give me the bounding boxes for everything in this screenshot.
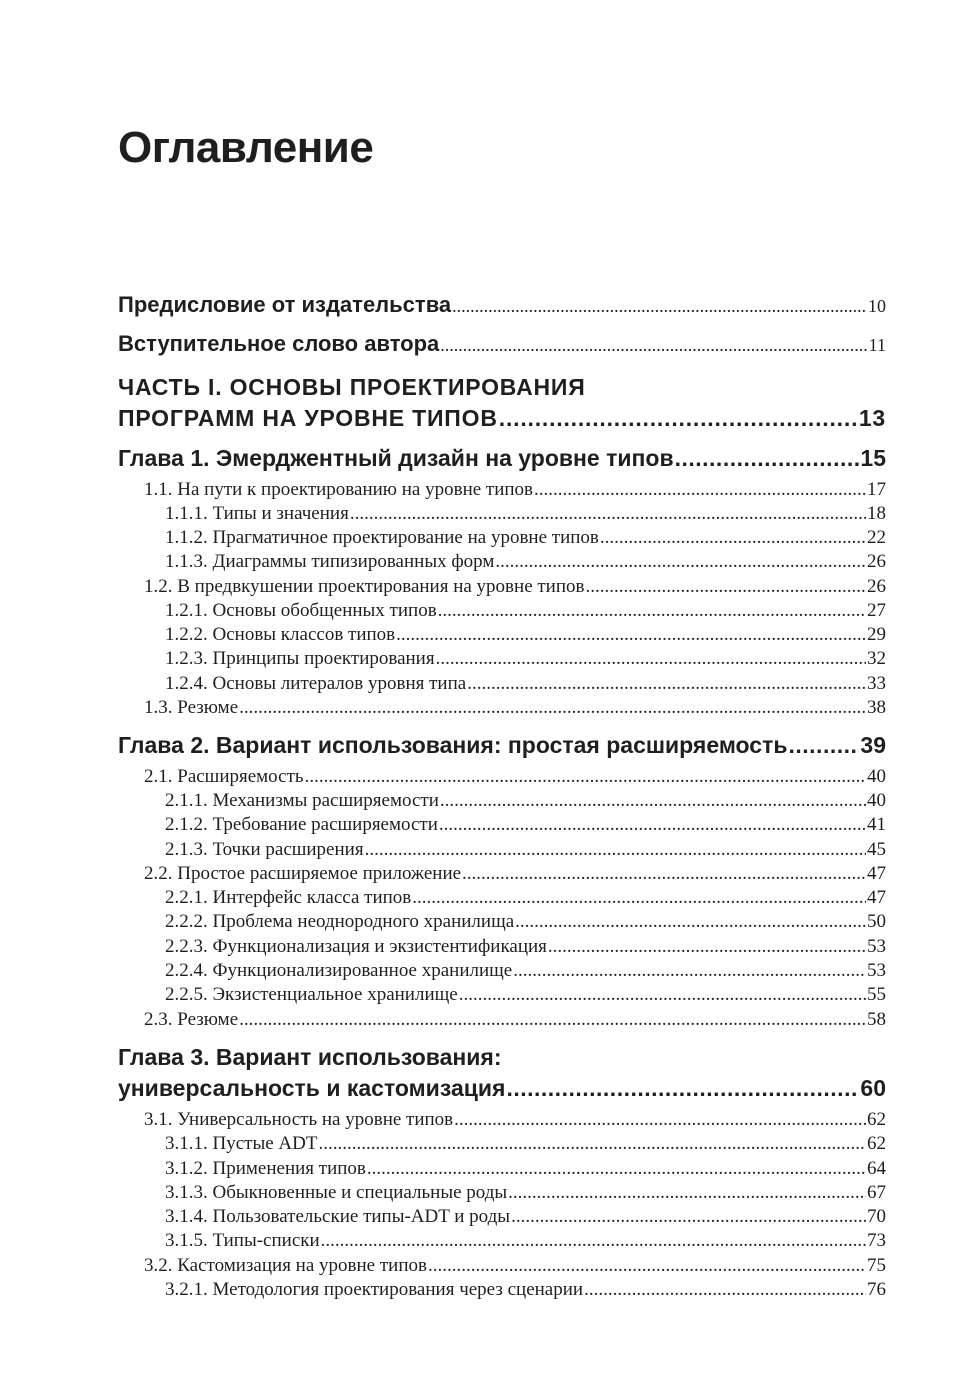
toc-entry-title: 1.1.3. Диаграммы типизированных форм bbox=[165, 551, 495, 572]
leader-dots bbox=[412, 886, 866, 910]
toc-entry-title: 2.2.4. Функционализированное хранилище bbox=[165, 960, 513, 981]
chapter-title-line1: Глава 3. Вариант использования: bbox=[118, 1044, 502, 1070]
toc-entry-title: 1.2.3. Принципы проектирования bbox=[165, 648, 435, 669]
toc-page-number: 13 bbox=[858, 405, 886, 431]
toc-entry bbox=[144, 1008, 886, 1032]
leader-dots bbox=[321, 1229, 866, 1253]
toc-entry bbox=[165, 1157, 886, 1181]
toc-entry bbox=[144, 575, 886, 599]
toc-page-number: 53 bbox=[867, 936, 886, 957]
leader-dots bbox=[454, 1108, 866, 1132]
toc-page-number: 38 bbox=[867, 697, 886, 718]
toc-page-number: 73 bbox=[867, 1230, 886, 1251]
toc-page-number: 39 bbox=[860, 732, 886, 758]
toc-entry-title: 2.2. Простое расширяемое приложение bbox=[144, 863, 462, 884]
leader-dots bbox=[367, 1157, 866, 1181]
toc-entry-title: 2.1.1. Механизмы расширяемости bbox=[165, 790, 439, 811]
leader-dots bbox=[600, 526, 866, 550]
toc-page-number: 62 bbox=[867, 1109, 886, 1130]
toc-entry bbox=[165, 672, 886, 696]
toc-entry-title: Вступительное слово автора bbox=[118, 331, 440, 356]
leader-dots bbox=[513, 959, 866, 983]
toc-page-number: 26 bbox=[867, 551, 886, 572]
toc-entry bbox=[165, 1278, 886, 1302]
leader-dots bbox=[396, 623, 866, 647]
toc-entry bbox=[144, 862, 886, 886]
toc-entry bbox=[165, 526, 886, 550]
toc-entry-title: Предисловие от издательства bbox=[118, 292, 452, 317]
toc-entry-title: 1.3. Резюме bbox=[144, 697, 239, 718]
toc-page-number: 27 bbox=[867, 600, 886, 621]
leader-dots bbox=[318, 1132, 866, 1156]
toc-entry-title: 1.1.1. Типы и значения bbox=[165, 503, 349, 524]
leader-dots bbox=[495, 550, 866, 574]
leader-dots bbox=[675, 442, 860, 474]
toc-entry bbox=[165, 647, 886, 671]
toc-page-number: 70 bbox=[867, 1206, 886, 1227]
leader-dots bbox=[305, 765, 866, 789]
toc-entry-title: 2.2.2. Проблема неоднородного хранилища bbox=[165, 911, 515, 932]
toc-entry-foreword bbox=[118, 329, 886, 360]
toc-page-number: 22 bbox=[867, 527, 886, 548]
part-title-line1: ЧАСТЬ I. ОСНОВЫ ПРОЕКТИРОВАНИЯ bbox=[118, 374, 586, 400]
leader-dots bbox=[428, 1254, 866, 1278]
toc-entry-title: 3.1.4. Пользовательские типы-ADT и роды bbox=[165, 1206, 511, 1227]
toc-page-number: 76 bbox=[867, 1279, 886, 1300]
leader-dots bbox=[584, 1278, 866, 1302]
toc-entry bbox=[165, 550, 886, 574]
leader-dots bbox=[436, 647, 866, 671]
leader-dots bbox=[365, 838, 866, 862]
toc-page-number: 11 bbox=[868, 335, 886, 355]
toc-entry bbox=[165, 959, 886, 983]
toc-entry bbox=[165, 983, 886, 1007]
toc-entry bbox=[165, 935, 886, 959]
toc-entry-title: 2.2.1. Интерфейс класса типов bbox=[165, 887, 412, 908]
leader-dots bbox=[586, 575, 867, 599]
toc-entry bbox=[165, 1181, 886, 1205]
toc-page-number: 15 bbox=[860, 445, 886, 471]
leader-dots bbox=[239, 696, 866, 720]
toc-page-number: 53 bbox=[867, 960, 886, 981]
toc-entry bbox=[165, 1205, 886, 1229]
toc-entry bbox=[144, 765, 886, 789]
toc-entry bbox=[165, 1132, 886, 1156]
toc-page-number: 26 bbox=[867, 576, 886, 597]
toc-entry-title: 3.1. Универсальность на уровне типов bbox=[144, 1109, 454, 1130]
toc-entry-title: 2.1.3. Точки расширения bbox=[165, 839, 364, 860]
toc-page-number: 10 bbox=[868, 296, 886, 316]
toc-entry-title: 1.1. На пути к проектированию на уровне типов bbox=[144, 479, 534, 500]
toc-page-number: 29 bbox=[867, 624, 886, 645]
chapter-title: Глава 2. Вариант использования: простая расширяемость bbox=[118, 732, 788, 758]
leader-dots bbox=[459, 983, 866, 1007]
toc-entry-title: 1.2.1. Основы обобщенных типов bbox=[165, 600, 437, 621]
toc-page-number: 55 bbox=[867, 984, 886, 1005]
toc-entry-preface bbox=[118, 290, 886, 321]
toc-page-number: 47 bbox=[867, 887, 886, 908]
toc-entry bbox=[144, 1108, 886, 1132]
toc-entry bbox=[165, 599, 886, 623]
toc-entry-title: 2.2.5. Экзистенциальное хранилище bbox=[165, 984, 458, 1005]
toc-page-number: 58 bbox=[867, 1009, 886, 1030]
toc-entry bbox=[165, 886, 886, 910]
toc-entry bbox=[165, 623, 886, 647]
leader-dots bbox=[467, 672, 866, 696]
leader-dots bbox=[438, 599, 866, 623]
toc-entry-chapter3 bbox=[118, 1072, 886, 1104]
toc-entry-title: 1.2. В предвкушении проектирования на уровне типов bbox=[144, 576, 585, 597]
toc-page-number: 32 bbox=[867, 648, 886, 669]
toc-page-number: 40 bbox=[867, 766, 886, 787]
toc-page-number: 64 bbox=[867, 1158, 886, 1179]
toc-page-number: 60 bbox=[860, 1075, 886, 1101]
leader-dots bbox=[239, 1008, 866, 1032]
toc-entry bbox=[165, 813, 886, 837]
toc-entry-title: 3.1.1. Пустые ADT bbox=[165, 1133, 318, 1154]
toc-page-number: 41 bbox=[867, 814, 886, 835]
leader-dots bbox=[534, 478, 866, 502]
toc-entry-chapter2 bbox=[118, 729, 886, 761]
toc-entry-part1 bbox=[118, 402, 886, 434]
toc-entry-title: 3.1.3. Обыкновенные и специальные роды bbox=[165, 1182, 508, 1203]
toc-entry bbox=[165, 1229, 886, 1253]
leader-dots bbox=[452, 291, 867, 321]
toc-entry-title: 3.1.2. Применения типов bbox=[165, 1158, 366, 1179]
toc-entry-title: 2.1.2. Требование расширяемости bbox=[165, 814, 438, 835]
part-title-line2: ПРОГРАММ НА УРОВНЕ ТИПОВ bbox=[118, 405, 498, 431]
leader-dots bbox=[440, 330, 867, 360]
chapter-title: Глава 1. Эмерджентный дизайн на уровне типов bbox=[118, 445, 674, 471]
leader-dots bbox=[350, 502, 866, 526]
toc-entry-chapter1 bbox=[118, 442, 886, 474]
toc-entry bbox=[144, 1254, 886, 1278]
toc-entry bbox=[144, 478, 886, 502]
toc-entry-title: 2.2.3. Функционализация и экзистентификация bbox=[165, 936, 547, 957]
leader-dots bbox=[511, 1205, 866, 1229]
leader-dots bbox=[506, 1072, 859, 1104]
leader-dots bbox=[499, 402, 858, 434]
page-title: Оглавление bbox=[118, 123, 374, 172]
toc-entry-title: 1.2.2. Основы классов типов bbox=[165, 624, 396, 645]
toc-entry-title: 2.3. Резюме bbox=[144, 1009, 239, 1030]
toc-page-number: 40 bbox=[867, 790, 886, 811]
leader-dots bbox=[508, 1181, 866, 1205]
chapter-title-line2: универсальность и кастомизация bbox=[118, 1075, 506, 1101]
toc-entry-title: 3.2. Кастомизация на уровне типов bbox=[144, 1255, 427, 1276]
toc-entry bbox=[165, 789, 886, 813]
toc-page-number: 45 bbox=[867, 839, 886, 860]
toc-page-number: 17 bbox=[867, 479, 886, 500]
toc-entry-title: 3.2.1. Методология проектирования через сценарии bbox=[165, 1279, 584, 1300]
toc-page-number: 33 bbox=[867, 673, 886, 694]
toc-page-number: 18 bbox=[867, 503, 886, 524]
toc-entry-title: 2.1. Расширяемость bbox=[144, 766, 304, 787]
toc-entry-title: 1.2.4. Основы литералов уровня типа bbox=[165, 673, 467, 694]
leader-dots bbox=[515, 910, 866, 934]
toc-entry bbox=[144, 696, 886, 720]
toc-entry bbox=[165, 910, 886, 934]
toc-entry-title: 3.1.5. Типы-списки bbox=[165, 1230, 320, 1251]
toc-entry-title: 1.1.2. Прагматичное проектирование на уровне типов bbox=[165, 527, 599, 548]
leader-dots bbox=[548, 935, 866, 959]
leader-dots bbox=[440, 789, 866, 813]
leader-dots bbox=[789, 729, 860, 761]
toc-page-number: 50 bbox=[867, 911, 886, 932]
leader-dots bbox=[462, 862, 866, 886]
toc-page-number: 62 bbox=[867, 1133, 886, 1154]
toc-entry bbox=[165, 838, 886, 862]
table-of-contents bbox=[118, 0, 886, 1388]
toc-entry bbox=[165, 502, 886, 526]
leader-dots bbox=[439, 813, 866, 837]
toc-page-number: 67 bbox=[867, 1182, 886, 1203]
toc-page-number: 47 bbox=[867, 863, 886, 884]
toc-page-number: 75 bbox=[867, 1255, 886, 1276]
